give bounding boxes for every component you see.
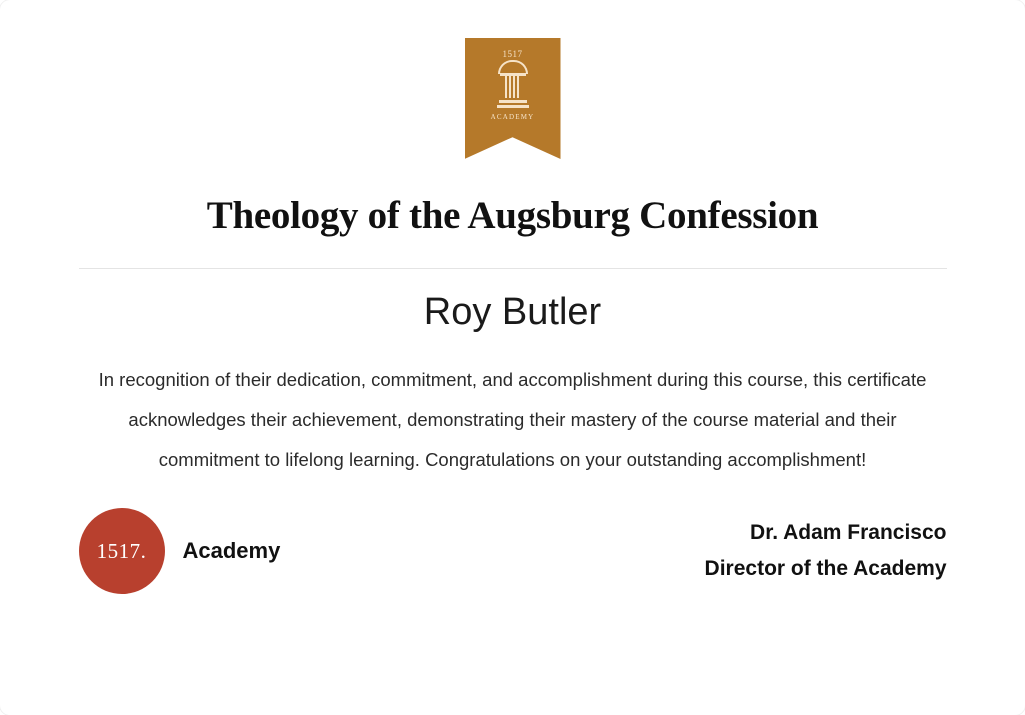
recipient-name: Roy Butler xyxy=(423,291,602,333)
arch-icon xyxy=(498,60,528,74)
emblem-year-text: 1517 xyxy=(502,49,523,59)
emblem-contents xyxy=(465,38,561,159)
signature-block xyxy=(705,519,947,584)
academy-seal: 1517. xyxy=(79,508,165,594)
academy-name: Academy xyxy=(182,538,281,563)
pillar-base-wide-shape xyxy=(497,105,529,108)
pillar-icon xyxy=(500,73,526,108)
signer-title: Director of the Academy xyxy=(704,557,947,580)
pillar-shaft-shape xyxy=(505,76,521,98)
pillar-base-shape xyxy=(499,100,527,103)
recognition-body-text: In recognition of their dedication, commitment, and accomplishment during this course, this certificate acknowledges their achievement, demonstrating their mastery of the course material and their commitment to lifelong learning. Congratulations on your outstanding accomplishment! xyxy=(98,369,927,470)
certificate-footer xyxy=(79,508,947,594)
academy-emblem xyxy=(465,38,561,159)
course-title: Theology of the Augsburg Confession xyxy=(206,194,819,237)
signer-name: Dr. Adam Francisco xyxy=(750,520,947,544)
emblem-label-text: ACADEMY xyxy=(490,113,535,121)
footer-brand-group xyxy=(79,508,281,594)
title-divider xyxy=(79,268,947,269)
